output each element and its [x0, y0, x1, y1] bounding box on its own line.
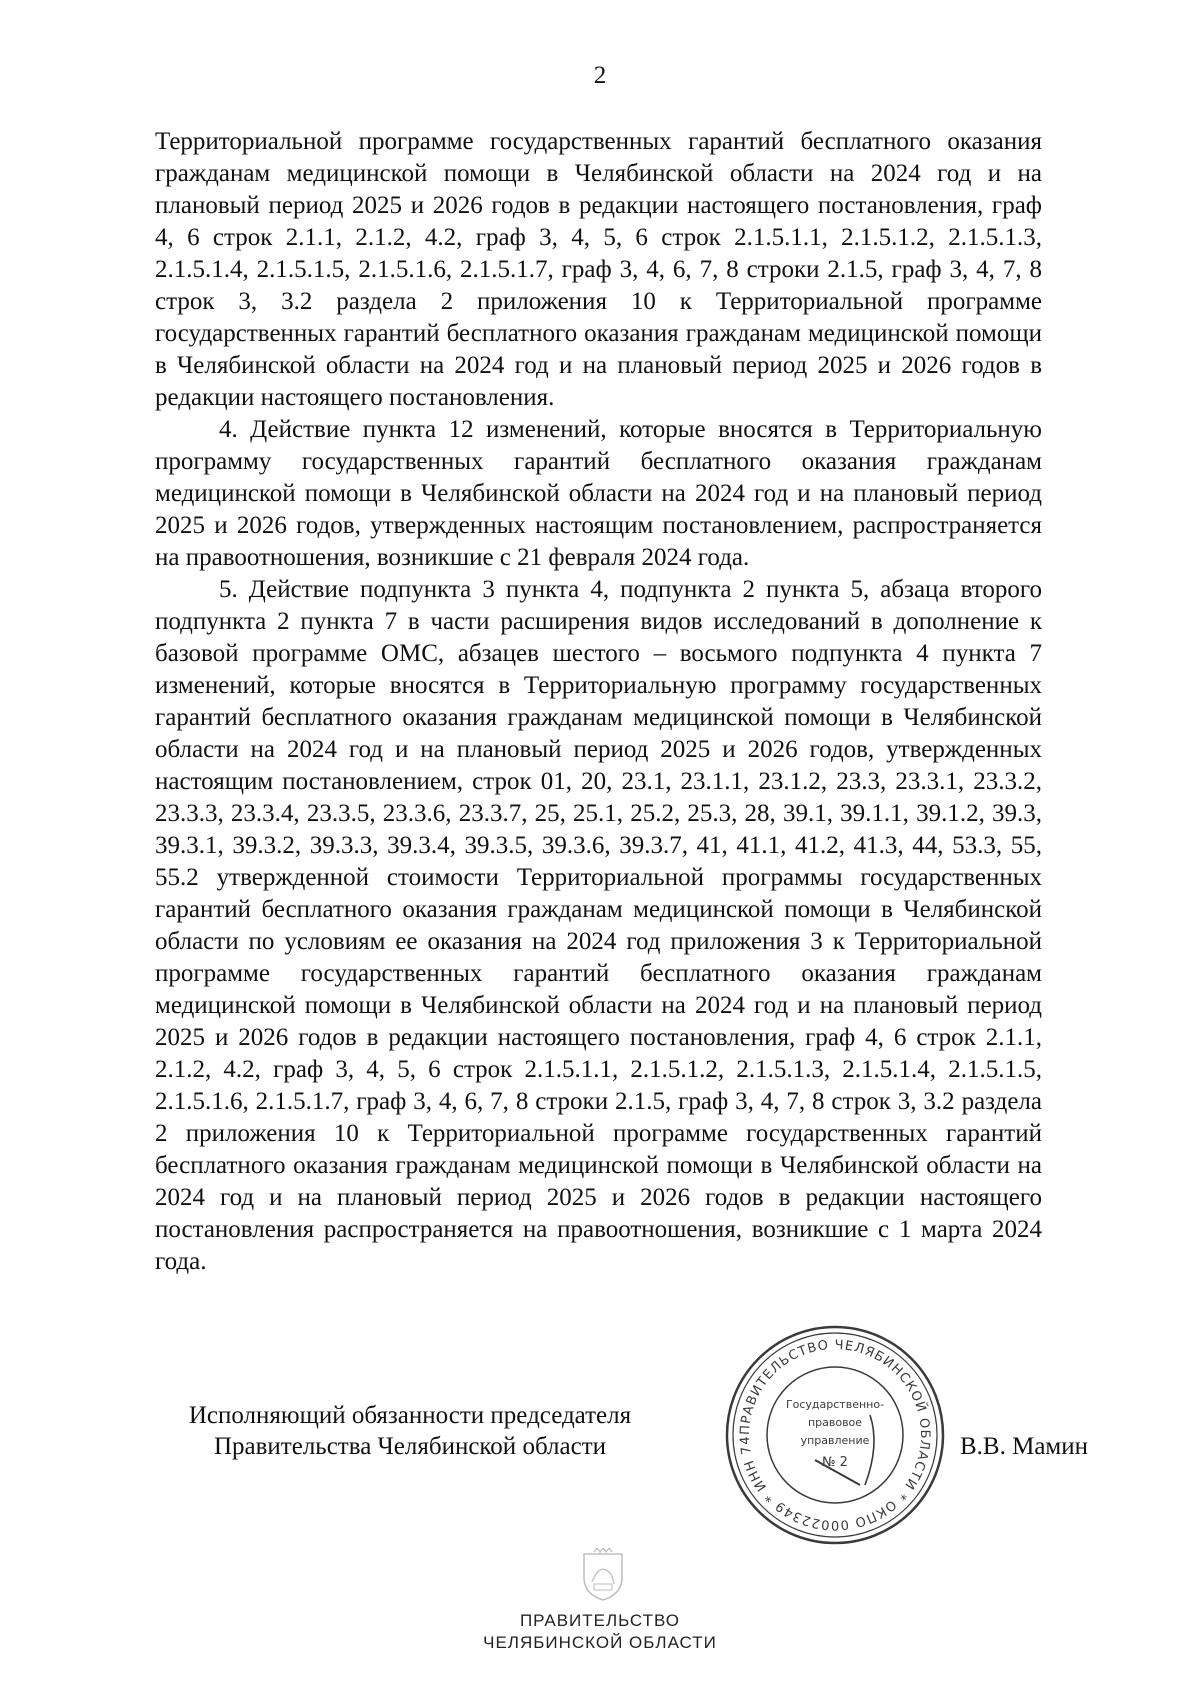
seal-inner-line-1: Государственно-: [785, 1398, 885, 1411]
signatory-title-line-1: Исполняющий обязанности председателя: [188, 1402, 632, 1429]
seal-outer-text: ПРАВИТЕЛЬСТВО ЧЕЛЯБИНСКОЙ ОБЛАСТИ * ОКПО 00022349 * ИНН 74: [737, 1337, 933, 1533]
paragraph-continuation: Территориальной программе государственных гарантий бесплатного оказания гражданам медицинской помощи в Челябинской области на 2024 год и на плановый период 2025 и 2026 годов в редакции настоящего постановления, граф 4, 6 строк 2.1.1, 2.1.2, 4.2, граф 3, 4, 5, 6 строк 2.1.5.1.1, 2.1.5.1.2, 2.1.5.1.3, 2.1.5.1.4, 2.1.5.1.5, 2.1.5.1.6, 2.1.5.1.7, граф 3, 4, 6, 7, 8 строки 2.1.5, граф 3, 4, 7, 8 строк 3, 3.2 раздела 2 приложения 10 к Территориальной программе государственных гарантий бесплатного оказания гражданам медицинской помощи в Челябинской области на 2024 год и на плановый период 2025 и 2026 годов в редакции настоящего постановления.: [155, 128, 1042, 411]
document-body: [155, 126, 1042, 1278]
signature-stroke-2: [865, 1415, 874, 1485]
paragraph-4: 4. Действие пункта 12 изменений, которые вносятся в Территориальную программу государственных гарантий бесплатного оказания гражданам медицинской помощи в Челябинской области на 2024 год и на плановый период 2025 и 2026 годов, утвержденных настоящим постановлением, распространяется на правоотношения, возникшие с 21 февраля 2024 года.: [155, 416, 1042, 571]
official-seal: [720, 1320, 950, 1550]
signatory-title-line-2: Правительства Челябинской области: [213, 1433, 607, 1460]
footer-line-1: ПРАВИТЕЛЬСТВО: [519, 1611, 681, 1630]
page-number: 2: [593, 62, 607, 89]
seal-inner-line-3: управление: [800, 1434, 870, 1447]
signatory-name: В.В. Мамин: [960, 1433, 1089, 1460]
signatory-title: [150, 1400, 670, 1462]
paragraph-5: 5. Действие подпункта 3 пункта 4, подпункта 2 пункта 5, абзаца второго подпункта 2 пункта 7 в части расширения видов исследований в дополнение к базовой программе ОМС, абзацев шестого – восьмого подпункта 4 пункта 7 изменений, которые вносятся в Территориальную программу государственных гарантий бесплатного оказания гражданам медицинской помощи в Челябинской области на 2024 год и на плановый период 2025 и 2026 годов, утвержденных настоящим постановлением, строк 01, 20, 23.1, 23.1.1, 23.1.2, 23.3, 23.3.1, 23.3.2, 23.3.3, 23.3.4, 23.3.5, 23.3.6, 23.3.7, 25, 25.1, 25.2, 25.3, 28, 39.1, 39.1.1, 39.1.2, 39.3, 39.3.1, 39.3.2, 39.3.3, 39.3.4, 39.3.5, 39.3.6, 39.3.7, 41, 41.1, 41.2, 41.3, 44, 53.3, 55, 55.2 утвержденной стоимости Территориальной программы государственных гарантий бесплатного оказания гражданам медицинской помощи в Челябинской области по условиям ее оказания на 2024 год приложения 3 к Территориальной программе государственных гарантий бесплатного оказания гражданам медицинской помощи в Челябинской области на 2024 год и на плановый период 2025 и 2026 годов в редакции настоящего постановления, граф 4, 6 строк 2.1.1, 2.1.2, 4.2, граф 3, 4, 5, 6 строк 2.1.5.1.1, 2.1.5.1.2, 2.1.5.1.3, 2.1.5.1.4, 2.1.5.1.5, 2.1.5.1.6, 2.1.5.1.7, граф 3, 4, 6, 7, 8 строки 2.1.5, граф 3, 4, 7, 8 строк 3, 3.2 раздела 2 приложения 10 к Территориальной программе государственных гарантий бесплатного оказания гражданам медицинской помощи в Челябинской области на 2024 год и на плановый период 2025 и 2026 годов в редакции настоящего постановления распространяется на правоотношения, возникшие с 1 марта 2024 года.: [155, 576, 1042, 1275]
footer-line-2: ЧЕЛЯБИНСКОЙ ОБЛАСТИ: [483, 1633, 717, 1652]
seal-inner-line-2: правовое: [807, 1416, 863, 1429]
seal-inner-number: № 2: [822, 1455, 848, 1470]
coat-of-arms-emblem: [580, 1548, 626, 1602]
government-footer: [0, 1610, 1200, 1654]
